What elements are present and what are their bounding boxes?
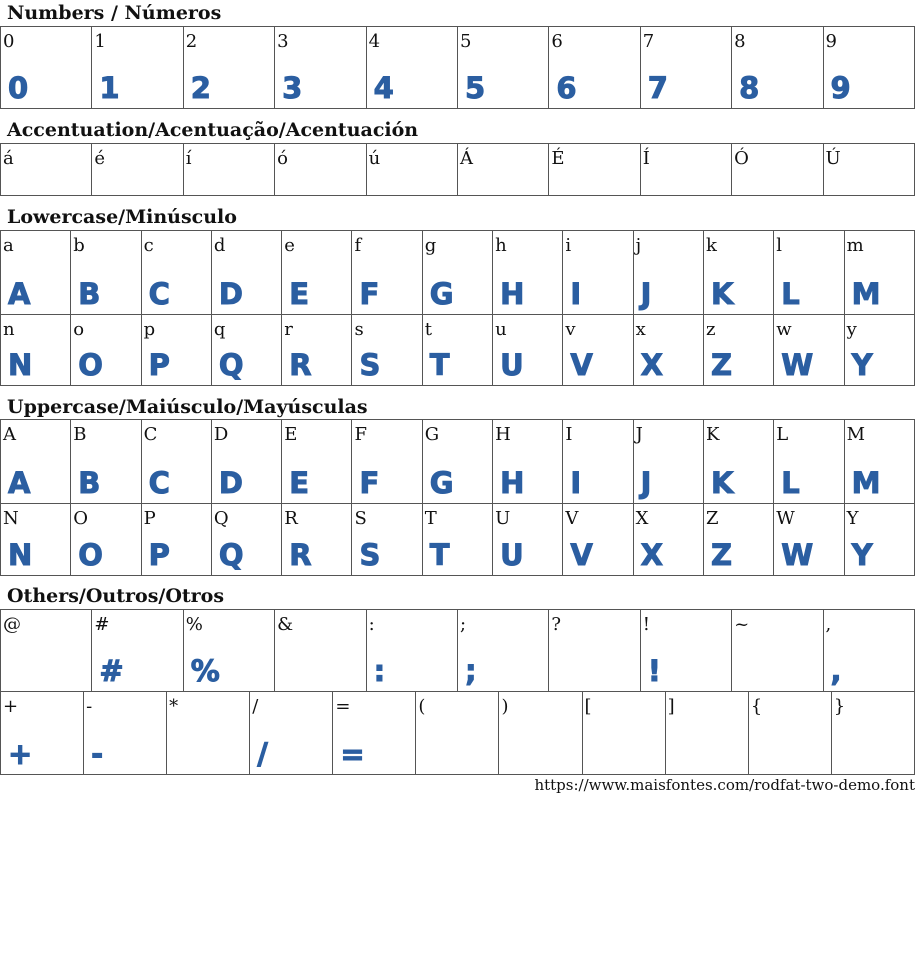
glyph-cell xyxy=(275,610,366,692)
font-glyph-sample: X xyxy=(640,348,664,382)
glyph-cell xyxy=(633,315,703,386)
character-label: i xyxy=(565,235,572,256)
character-label: @ xyxy=(3,614,21,635)
glyph-cell xyxy=(774,420,844,504)
character-label: r xyxy=(284,319,293,340)
font-glyph-sample: 4 xyxy=(373,71,394,105)
font-glyph-sample: H xyxy=(500,466,525,500)
character-label: ? xyxy=(551,614,561,635)
font-glyph-sample: - xyxy=(91,737,104,771)
font-glyph-sample: P xyxy=(148,538,170,572)
glyph-cell xyxy=(563,315,633,386)
glyph-cell xyxy=(563,231,633,315)
character-label: ( xyxy=(418,696,426,717)
character-label: H xyxy=(495,424,511,445)
glyph-cell xyxy=(366,27,457,109)
glyph-cell xyxy=(71,315,141,386)
glyph-cell xyxy=(732,27,823,109)
glyph-cell xyxy=(703,231,773,315)
glyph-cell xyxy=(499,692,582,775)
font-glyph-sample: Z xyxy=(710,348,732,382)
glyph-cell xyxy=(141,420,211,504)
font-glyph-sample: M xyxy=(851,277,881,311)
font-glyph-sample: ! xyxy=(647,654,661,688)
font-glyph-sample: G xyxy=(429,466,454,500)
glyph-cell xyxy=(1,692,84,775)
glyph-cell xyxy=(493,504,563,576)
character-label: Y xyxy=(846,508,859,529)
font-glyph-sample: U xyxy=(500,538,524,572)
font-glyph-sample: G xyxy=(429,277,454,311)
font-glyph-sample: 5 xyxy=(464,71,486,105)
glyph-cell xyxy=(633,231,703,315)
font-glyph-sample: L xyxy=(781,277,800,311)
glyph-cell xyxy=(823,144,914,196)
glyph-row xyxy=(1,692,915,775)
character-label: T xyxy=(424,508,437,529)
lowercase-table xyxy=(0,230,915,386)
character-label: á xyxy=(3,148,14,169)
font-glyph-sample: = xyxy=(340,737,365,771)
glyph-cell xyxy=(422,504,492,576)
character-label: v xyxy=(565,319,576,340)
character-label: w xyxy=(776,319,792,340)
glyph-cell xyxy=(352,420,422,504)
font-glyph-sample: % xyxy=(190,654,220,688)
character-label: b xyxy=(73,235,85,256)
font-glyph-sample: N xyxy=(8,538,33,572)
others-table-row1 xyxy=(0,609,915,692)
character-label: d xyxy=(213,235,226,256)
character-label: # xyxy=(94,614,110,635)
glyph-cell xyxy=(352,231,422,315)
character-label: y xyxy=(846,319,857,340)
font-glyph-sample: / xyxy=(257,737,268,771)
font-glyph-sample: Q xyxy=(218,348,244,382)
character-label: ~ xyxy=(734,614,750,635)
glyph-row xyxy=(1,231,915,315)
glyph-cell xyxy=(640,27,731,109)
character-label: E xyxy=(284,424,298,445)
glyph-cell xyxy=(141,231,211,315)
character-label: í xyxy=(185,148,192,169)
others-table-row2 xyxy=(0,691,915,775)
glyph-cell xyxy=(275,27,366,109)
glyph-cell xyxy=(416,692,499,775)
character-label: ] xyxy=(667,696,675,717)
character-label: W xyxy=(776,508,795,529)
character-label: é xyxy=(94,148,106,169)
glyph-cell xyxy=(92,144,183,196)
character-label: P xyxy=(143,508,156,529)
character-label: O xyxy=(73,508,89,529)
character-label: p xyxy=(143,319,156,340)
character-label: D xyxy=(213,424,229,445)
glyph-cell xyxy=(275,144,366,196)
section-title-accents: Accentuation/Acentuação/Acentuación xyxy=(7,119,419,141)
character-label: } xyxy=(833,696,846,717)
glyph-row xyxy=(1,420,915,504)
font-glyph-sample: C xyxy=(148,466,170,500)
glyph-cell xyxy=(640,610,731,692)
font-glyph-sample: + xyxy=(8,737,33,771)
character-label: ; xyxy=(459,614,467,635)
glyph-cell xyxy=(823,27,914,109)
character-label: , xyxy=(825,614,832,635)
section-title-lowercase: Lowercase/Minúsculo xyxy=(7,206,237,228)
font-glyph-sample: W xyxy=(781,348,814,382)
font-glyph-sample: O xyxy=(78,348,103,382)
source-url-link[interactable]: https://www.maisfontes.com/rodfat-two-demo.font xyxy=(534,776,915,794)
font-glyph-sample: C xyxy=(148,277,170,311)
uppercase-table xyxy=(0,419,915,576)
character-label: Í xyxy=(642,148,650,169)
character-label: & xyxy=(277,614,294,635)
character-label: 8 xyxy=(734,31,746,52)
character-label: e xyxy=(284,235,295,256)
glyph-cell xyxy=(703,504,773,576)
character-label: t xyxy=(424,319,433,340)
character-label: V xyxy=(565,508,579,529)
font-glyph-sample: F xyxy=(359,277,380,311)
character-label: { xyxy=(750,696,763,717)
character-label: U xyxy=(495,508,511,529)
font-glyph-sample: B xyxy=(78,466,101,500)
character-label: ú xyxy=(368,148,381,169)
character-label: s xyxy=(354,319,364,340)
font-glyph-sample: Y xyxy=(851,538,873,572)
glyph-cell xyxy=(211,231,281,315)
glyph-cell xyxy=(748,692,831,775)
glyph-cell xyxy=(1,231,71,315)
character-label: Á xyxy=(459,148,473,169)
glyph-row xyxy=(1,610,915,692)
glyph-cell xyxy=(774,504,844,576)
font-glyph-sample: ; xyxy=(464,654,477,688)
glyph-cell xyxy=(665,692,748,775)
glyph-cell xyxy=(732,610,823,692)
character-label: f xyxy=(354,235,362,256)
glyph-cell xyxy=(640,144,731,196)
character-label: : xyxy=(368,614,375,635)
character-label: = xyxy=(335,696,351,717)
character-label: o xyxy=(73,319,85,340)
glyph-cell xyxy=(211,315,281,386)
character-label: 1 xyxy=(94,31,106,52)
font-glyph-sample: F xyxy=(359,466,380,500)
font-glyph-sample: M xyxy=(851,466,881,500)
font-glyph-sample: , xyxy=(830,654,842,688)
glyph-row xyxy=(1,27,915,109)
character-label: 0 xyxy=(3,31,15,52)
font-glyph-sample: U xyxy=(500,348,524,382)
glyph-cell xyxy=(1,27,92,109)
character-label: É xyxy=(551,148,565,169)
character-label: F xyxy=(354,424,367,445)
font-glyph-sample: T xyxy=(429,538,450,572)
glyph-cell xyxy=(183,610,274,692)
character-label: [ xyxy=(584,696,592,717)
font-glyph-sample: O xyxy=(78,538,103,572)
character-label: z xyxy=(705,319,716,340)
character-label: Q xyxy=(213,508,229,529)
font-glyph-sample: 9 xyxy=(830,71,851,105)
glyph-cell xyxy=(167,692,250,775)
section-title-others: Others/Outros/Otros xyxy=(7,585,225,607)
glyph-cell xyxy=(774,231,844,315)
font-glyph-sample: J xyxy=(640,277,652,311)
glyph-cell xyxy=(211,504,281,576)
glyph-cell xyxy=(366,144,457,196)
character-label: G xyxy=(424,424,440,445)
font-glyph-sample: L xyxy=(781,466,800,500)
font-glyph-sample: : xyxy=(373,654,386,688)
glyph-cell xyxy=(333,692,416,775)
font-glyph-sample: W xyxy=(781,538,814,572)
font-glyph-sample: 0 xyxy=(8,71,29,105)
character-label: h xyxy=(495,235,507,256)
glyph-cell xyxy=(141,315,211,386)
glyph-cell xyxy=(92,610,183,692)
glyph-cell xyxy=(84,692,167,775)
font-glyph-sample: V xyxy=(570,538,593,572)
section-title-uppercase: Uppercase/Maiúsculo/Mayúsculas xyxy=(7,396,368,418)
glyph-cell xyxy=(549,27,640,109)
glyph-cell xyxy=(282,504,352,576)
character-label: ! xyxy=(642,614,650,635)
character-label: / xyxy=(252,696,259,717)
section-title-numbers: Numbers / Números xyxy=(7,2,222,24)
character-label: J xyxy=(635,424,643,445)
character-label: ó xyxy=(277,148,289,169)
font-glyph-sample: 8 xyxy=(739,71,760,105)
character-label: M xyxy=(846,424,865,445)
glyph-cell xyxy=(844,504,914,576)
character-label: 4 xyxy=(368,31,381,52)
character-label: I xyxy=(565,424,573,445)
glyph-cell xyxy=(844,231,914,315)
character-label: 3 xyxy=(277,31,289,52)
font-glyph-sample: N xyxy=(8,348,33,382)
glyph-cell xyxy=(1,144,92,196)
character-label: C xyxy=(143,424,158,445)
glyph-cell xyxy=(457,144,548,196)
font-glyph-sample: S xyxy=(359,538,381,572)
font-glyph-sample: K xyxy=(710,277,734,311)
glyph-cell xyxy=(844,420,914,504)
glyph-cell xyxy=(823,610,914,692)
font-glyph-sample: 6 xyxy=(556,71,577,105)
font-glyph-sample: E xyxy=(289,277,309,311)
glyph-cell xyxy=(71,231,141,315)
glyph-cell xyxy=(183,144,274,196)
glyph-cell xyxy=(831,692,914,775)
character-label: + xyxy=(3,696,19,717)
glyph-cell xyxy=(422,231,492,315)
glyph-cell xyxy=(633,420,703,504)
font-glyph-sample: J xyxy=(640,466,652,500)
glyph-cell xyxy=(183,27,274,109)
character-label: a xyxy=(3,235,14,256)
character-label: A xyxy=(3,424,16,445)
character-label: 5 xyxy=(459,31,472,52)
character-label: * xyxy=(169,696,179,717)
character-label: j xyxy=(635,235,642,256)
glyph-cell xyxy=(774,315,844,386)
glyph-cell xyxy=(549,610,640,692)
font-glyph-sample: D xyxy=(218,466,243,500)
character-label: k xyxy=(705,235,717,256)
glyph-cell xyxy=(493,231,563,315)
glyph-row xyxy=(1,504,915,576)
glyph-cell xyxy=(844,315,914,386)
glyph-cell xyxy=(582,692,665,775)
character-label: 7 xyxy=(642,31,655,52)
font-glyph-sample: D xyxy=(218,277,243,311)
glyph-cell xyxy=(457,27,548,109)
character-label: - xyxy=(86,696,93,717)
character-label: ) xyxy=(501,696,509,717)
font-glyph-sample: K xyxy=(710,466,734,500)
glyph-cell xyxy=(250,692,333,775)
character-label: L xyxy=(776,424,789,445)
font-glyph-sample: V xyxy=(570,348,593,382)
character-label: % xyxy=(185,614,203,635)
glyph-cell xyxy=(352,315,422,386)
glyph-cell xyxy=(92,27,183,109)
character-label: N xyxy=(3,508,19,529)
character-label: g xyxy=(424,235,437,256)
character-label: m xyxy=(846,235,864,256)
font-glyph-sample: 2 xyxy=(190,71,211,105)
glyph-cell xyxy=(422,315,492,386)
character-label: x xyxy=(635,319,646,340)
character-label: S xyxy=(354,508,367,529)
font-glyph-sample: E xyxy=(289,466,309,500)
font-glyph-sample: X xyxy=(640,538,664,572)
font-glyph-sample: 3 xyxy=(282,71,303,105)
glyph-cell xyxy=(211,420,281,504)
character-label: 6 xyxy=(551,31,563,52)
font-glyph-sample: B xyxy=(78,277,101,311)
font-glyph-sample: 7 xyxy=(647,71,668,105)
glyph-cell xyxy=(282,315,352,386)
glyph-cell xyxy=(633,504,703,576)
character-label: l xyxy=(776,235,783,256)
font-glyph-sample: Y xyxy=(851,348,873,382)
font-glyph-sample: P xyxy=(148,348,170,382)
glyph-cell xyxy=(563,504,633,576)
font-glyph-sample: R xyxy=(289,348,312,382)
glyph-cell xyxy=(352,504,422,576)
character-label: Ó xyxy=(734,148,749,169)
glyph-cell xyxy=(549,144,640,196)
font-glyph-sample: Z xyxy=(710,538,732,572)
font-glyph-sample: R xyxy=(289,538,312,572)
character-label: c xyxy=(143,235,154,256)
font-glyph-sample: I xyxy=(570,277,582,311)
character-label: 2 xyxy=(185,31,198,52)
character-label: B xyxy=(73,424,87,445)
glyph-row xyxy=(1,144,915,196)
glyph-cell xyxy=(703,315,773,386)
glyph-cell xyxy=(1,420,71,504)
font-glyph-sample: T xyxy=(429,348,450,382)
glyph-cell xyxy=(71,504,141,576)
glyph-cell xyxy=(493,420,563,504)
character-label: X xyxy=(635,508,649,529)
glyph-cell xyxy=(563,420,633,504)
glyph-cell xyxy=(282,420,352,504)
font-glyph-sample: S xyxy=(359,348,381,382)
glyph-cell xyxy=(732,144,823,196)
glyph-cell xyxy=(1,610,92,692)
glyph-cell xyxy=(457,610,548,692)
character-label: u xyxy=(495,319,507,340)
glyph-cell xyxy=(1,315,71,386)
font-glyph-sample: H xyxy=(500,277,525,311)
numbers-table xyxy=(0,26,915,109)
glyph-cell xyxy=(703,420,773,504)
accents-table xyxy=(0,143,915,196)
glyph-cell xyxy=(422,420,492,504)
font-glyph-sample: Q xyxy=(218,538,244,572)
glyph-cell xyxy=(493,315,563,386)
character-label: Z xyxy=(705,508,719,529)
font-glyph-sample: I xyxy=(570,466,582,500)
font-glyph-sample: A xyxy=(8,277,31,311)
glyph-cell xyxy=(282,231,352,315)
character-label: q xyxy=(213,319,226,340)
character-label: n xyxy=(3,319,15,340)
character-label: K xyxy=(705,424,720,445)
font-glyph-sample: # xyxy=(99,654,124,688)
glyph-cell xyxy=(1,504,71,576)
font-glyph-sample: A xyxy=(8,466,31,500)
glyph-row xyxy=(1,315,915,386)
glyph-cell xyxy=(366,610,457,692)
glyph-cell xyxy=(141,504,211,576)
character-label: R xyxy=(284,508,298,529)
character-label: 9 xyxy=(825,31,837,52)
glyph-cell xyxy=(71,420,141,504)
font-glyph-sample: 1 xyxy=(99,71,120,105)
character-label: Ú xyxy=(825,148,841,169)
